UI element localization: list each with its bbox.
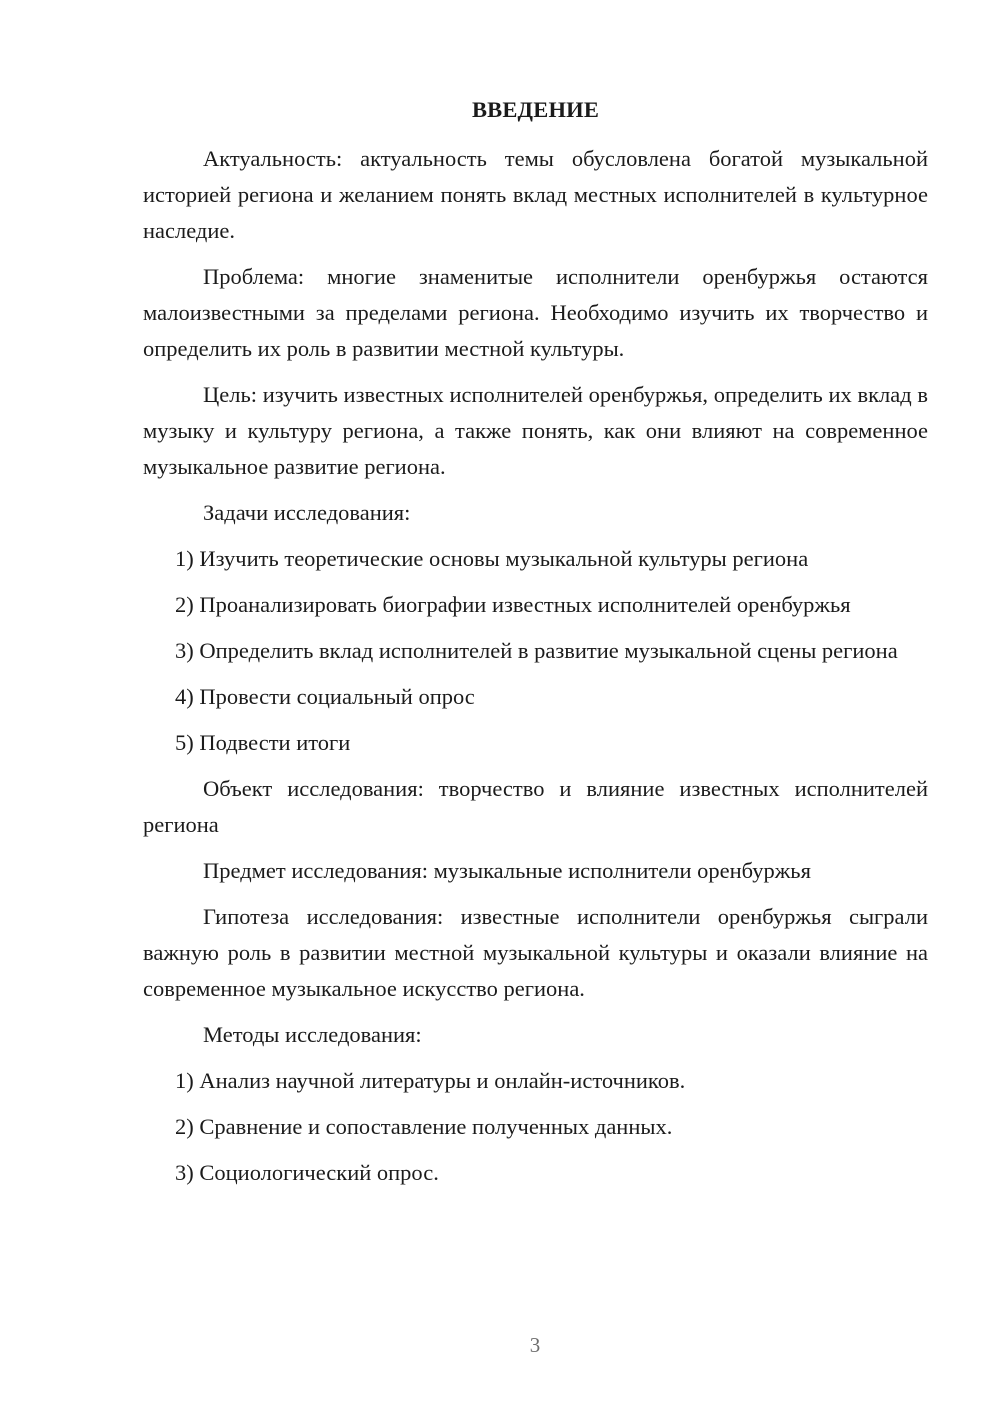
page-number: 3 <box>529 1333 541 1357</box>
methods-label: Методы исследования: <box>203 1022 422 1047</box>
object-paragraph: Объект исследования: творчество и влияние известных исполнителей региона <box>143 776 928 837</box>
task-item: 3) Определить вклад исполнителей в развитие музыкальной сцены региона <box>175 638 898 663</box>
task-item: 4) Провести социальный опрос <box>175 684 475 709</box>
subject-paragraph: Предмет исследования: музыкальные исполнители оренбуржья <box>203 858 811 883</box>
tasks-label: Задачи исследования: <box>203 500 411 525</box>
relevance-paragraph: Актуальность: актуальность темы обусловлена богатой музыкальной историей региона и желанием понять вклад местных исполнителей в культурное наследие. <box>143 146 928 243</box>
task-item: 2) Проанализировать биографии известных исполнителей оренбуржья <box>175 592 851 617</box>
task-item: 1) Изучить теоретические основы музыкальной культуры региона <box>175 546 809 571</box>
task-item: 5) Подвести итоги <box>175 730 351 755</box>
hypothesis-paragraph: Гипотеза исследования: известные исполнители оренбуржья сыграли важную роль в развитии местной музыкальной культуры и оказали влияние на современное музыкальное искусство региона. <box>143 904 928 1001</box>
document-body <box>143 95 928 1201</box>
method-item: 3) Социологический опрос. <box>175 1160 439 1185</box>
problem-paragraph: Проблема: многие знаменитые исполнители оренбуржья остаются малоизвестными за пределами региона. Необходимо изучить их творчество и определить их роль в развитии местной культуры. <box>143 264 928 361</box>
method-item: 2) Сравнение и сопоставление полученных данных. <box>175 1114 673 1139</box>
section-heading: ВВЕДЕНИЕ <box>471 97 600 122</box>
method-item: 1) Анализ научной литературы и онлайн-источников. <box>175 1068 686 1093</box>
goal-paragraph: Цель: изучить известных исполнителей оренбуржья, определить их вклад в музыку и культуру региона, а также понять, как они влияют на современное музыкальное развитие региона. <box>143 382 928 479</box>
